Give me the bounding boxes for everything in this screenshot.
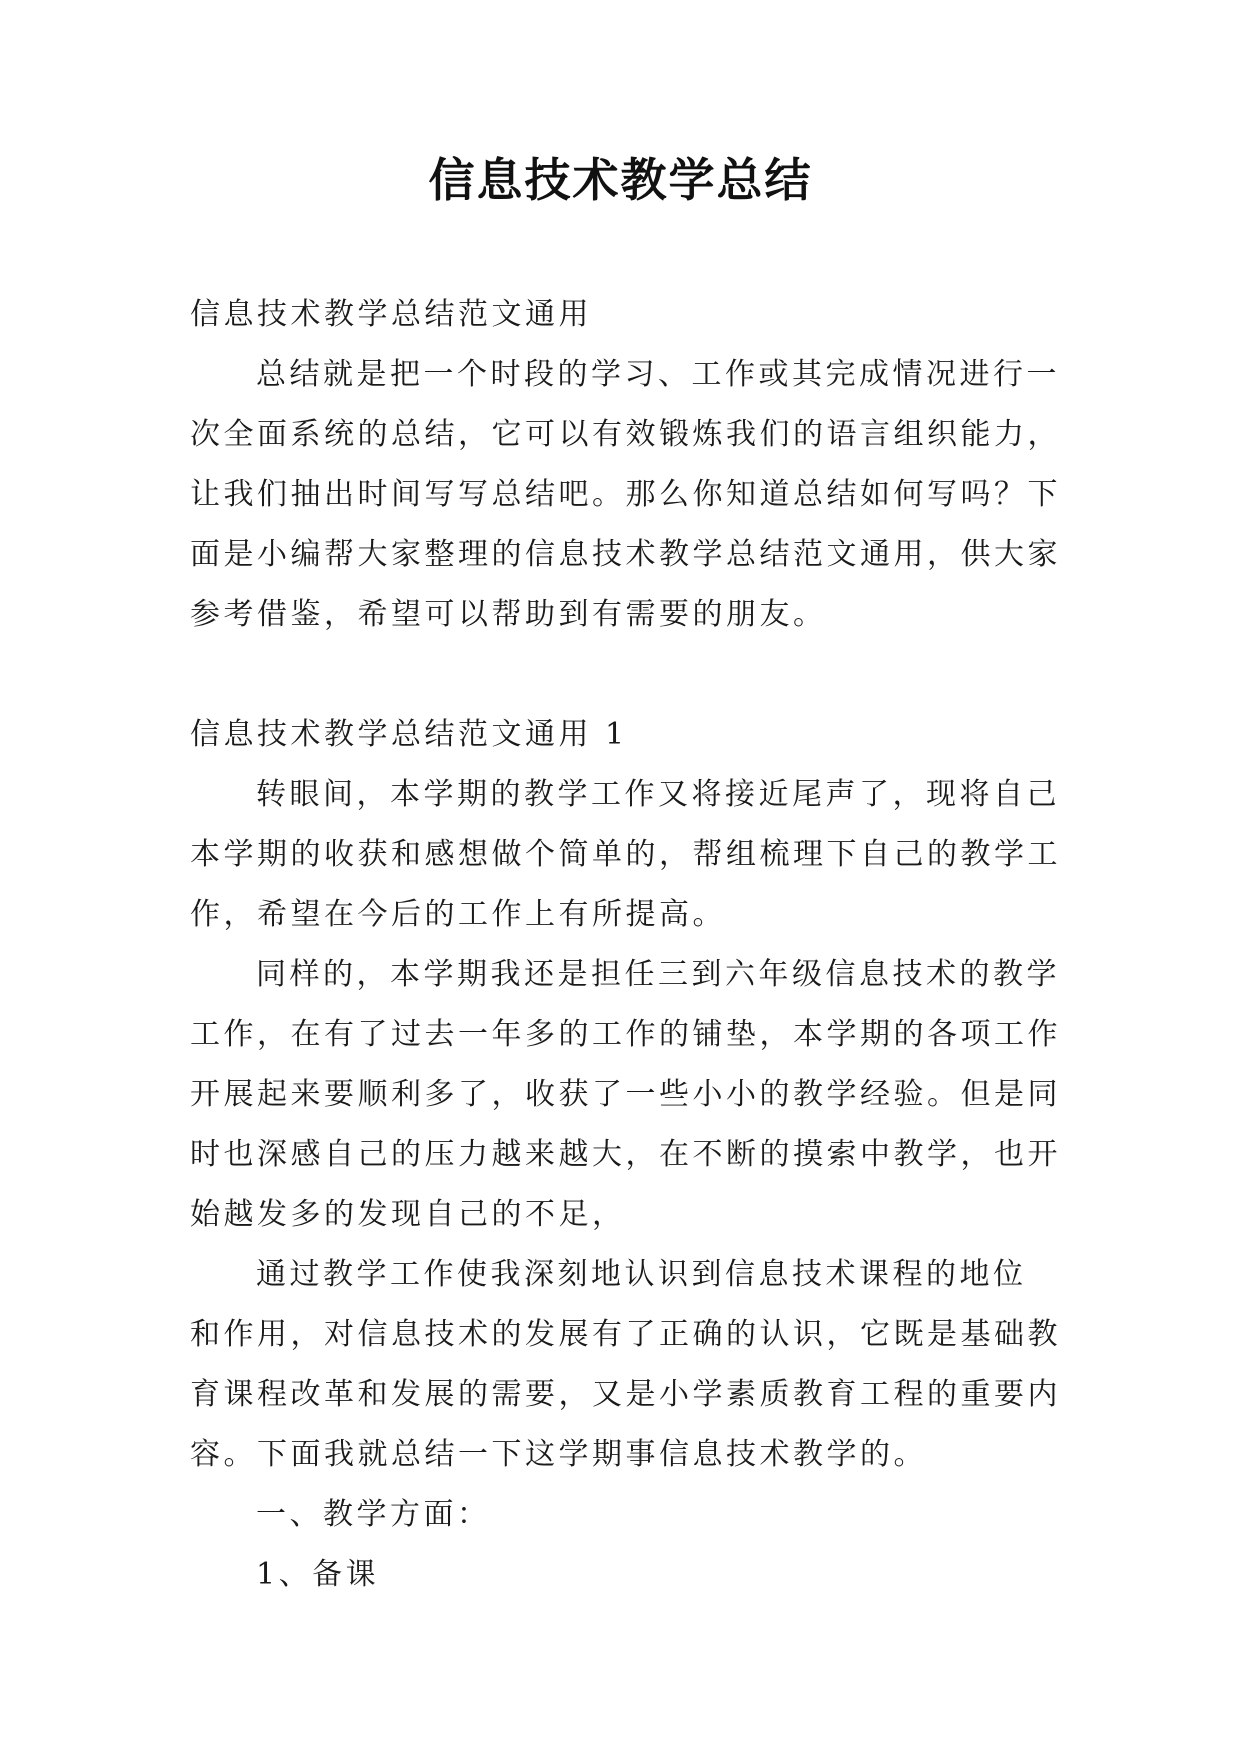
paragraph-line: 同样的，本学期我还是担任三到六年级信息技术的教学 bbox=[256, 957, 1060, 992]
paragraph-line: 面是小编帮大家整理的信息技术教学总结范文通用，供大家 bbox=[190, 537, 1061, 572]
paragraph-line: 作，希望在今后的工作上有所提高。 bbox=[190, 897, 726, 932]
paragraph-line: 时也深感自己的压力越来越大，在不断的摸索中教学，也开 bbox=[190, 1137, 1061, 1172]
paragraph-line: 通过教学工作使我深刻地认识到信息技术课程的地位 bbox=[256, 1257, 1027, 1292]
document-title: 信息技术教学总结 bbox=[428, 153, 813, 207]
item-heading: 一、教学方面： bbox=[256, 1497, 491, 1532]
paragraph-line: 让我们抽出时间写写总结吧。那么你知道总结如何写吗？下 bbox=[190, 477, 1061, 512]
document-body bbox=[190, 285, 1060, 1605]
section-heading: 信息技术教学总结范文通用 1 bbox=[190, 717, 628, 752]
paragraph-2 bbox=[190, 945, 1060, 1245]
paragraph-line: 育课程改革和发展的需要，又是小学素质教育工程的重要内 bbox=[190, 1377, 1061, 1412]
paragraph-line: 本学期的收获和感想做个简单的，帮组梳理下自己的教学工 bbox=[190, 837, 1061, 872]
paragraph-1 bbox=[190, 765, 1060, 945]
paragraph-line: 转眼间，本学期的教学工作又将接近尾声了，现将自己 bbox=[256, 777, 1060, 812]
intro-paragraph bbox=[190, 345, 1060, 645]
paragraph-line: 开展起来要顺利多了，收获了一些小小的教学经验。但是同 bbox=[190, 1077, 1061, 1112]
paragraph-3 bbox=[190, 1245, 1060, 1485]
paragraph-line: 始越发多的发现自己的不足， bbox=[190, 1197, 626, 1232]
blank-line bbox=[190, 645, 1060, 705]
paragraph-line: 总结就是把一个时段的学习、工作或其完成情况进行一 bbox=[256, 357, 1060, 392]
paragraph-line: 参考借鉴，希望可以帮助到有需要的朋友。 bbox=[190, 597, 827, 632]
document-subtitle: 信息技术教学总结范文通用 bbox=[190, 297, 592, 332]
paragraph-line: 工作，在有了过去一年多的工作的铺垫，本学期的各项工作 bbox=[190, 1017, 1061, 1052]
paragraph-line: 和作用，对信息技术的发展有了正确的认识，它既是基础教 bbox=[190, 1317, 1061, 1352]
paragraph-line: 容。下面我就总结一下这学期事信息技术教学的。 bbox=[190, 1437, 927, 1472]
item-subheading: 1、备课 bbox=[256, 1557, 380, 1592]
paragraph-line: 次全面系统的总结，它可以有效锻炼我们的语言组织能力， bbox=[190, 417, 1061, 452]
